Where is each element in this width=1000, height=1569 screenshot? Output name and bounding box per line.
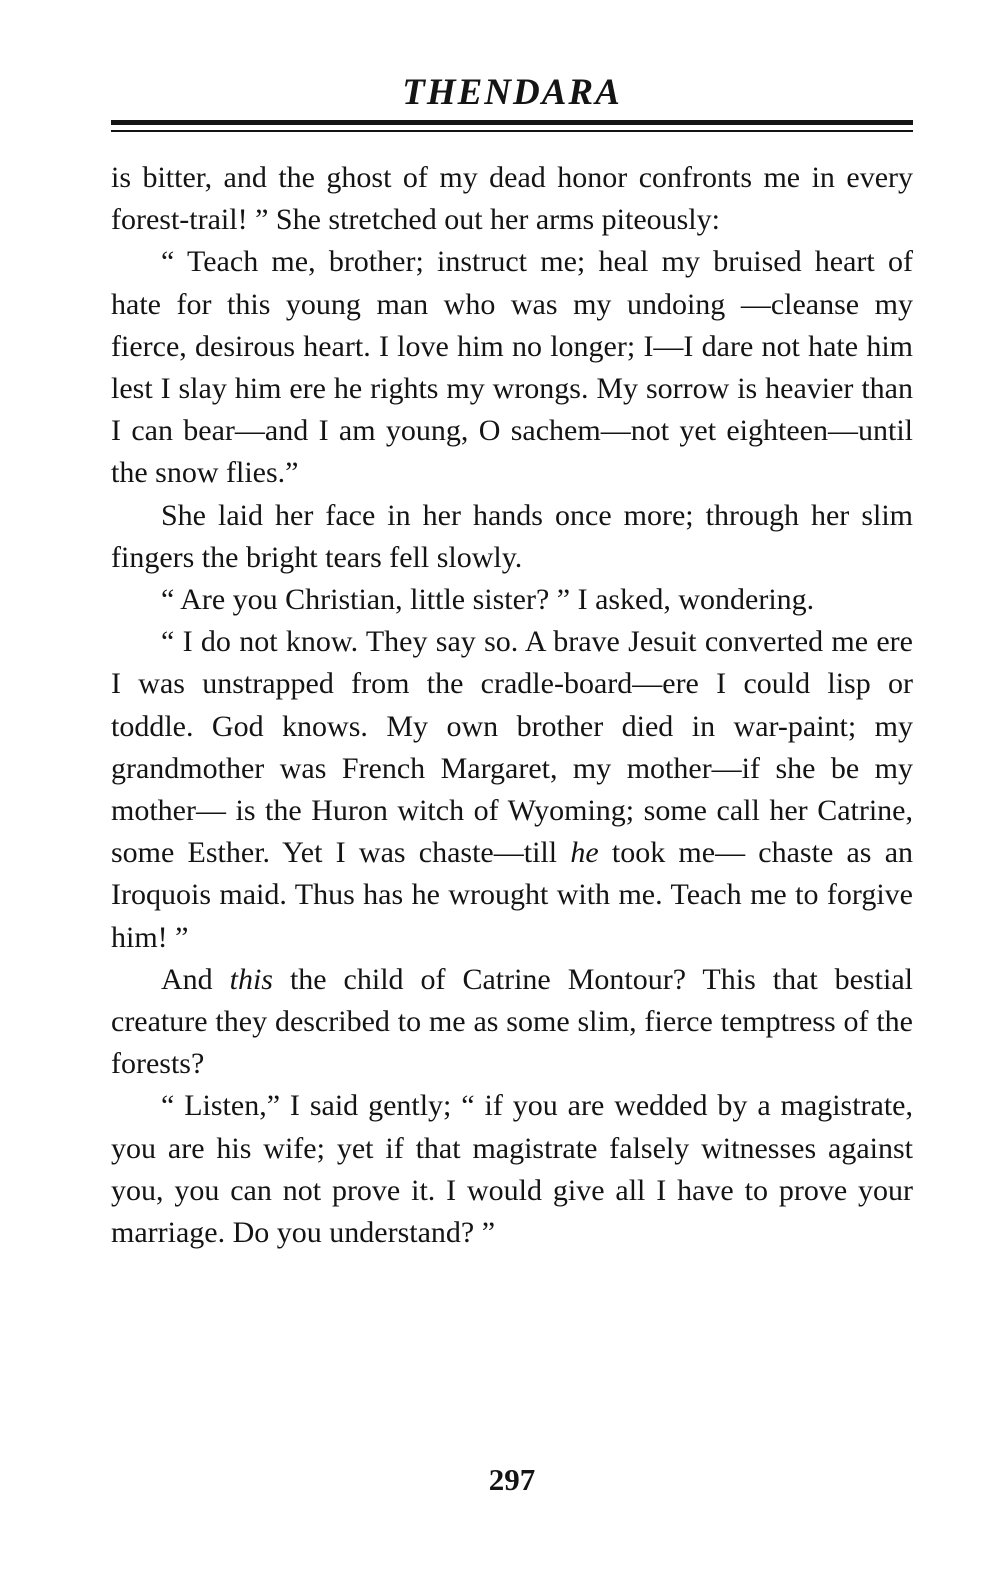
paragraph-7 [111,1085,913,1254]
text-run: “ Listen,” I said gently; “ if you are wedded by a magistrate, you are his wife; yet if that magistrate falsely witnesses against you, you can not prove it. I would give all I have to prove your marriage. Do you understand? ” [111,1089,913,1250]
page-number: 297 [488,1462,536,1497]
text-run: She laid her face in her hands once more; through her slim fingers the bright tears fell slowly. [111,498,913,574]
text-run: took me— chaste as an Iroquois maid. Thus has he wrought with me. Teach me to forgive him! ” [111,836,914,954]
paragraph-1 [111,157,913,241]
running-head: THENDARA [402,72,622,113]
italic-emphasis: he [570,836,599,870]
paragraph-2 [111,241,913,494]
text-run: “ Teach me, brother; instruct me; heal my bruised heart of hate for this young man who was my undoing —cleanse my fierce, desirous heart. I love him no longer; I—I dare not hate him lest I slay him ere he rights my wrongs. My sorrow is heavier than I can bear—and I am young, O sachem—not yet eighteen—until the snow flies.” [111,245,913,490]
text-run: is bitter, and the ghost of my dead honor confronts me in every forest-trail! ” She stretched out her arms piteously: [111,161,913,237]
header-rule-thin [111,130,913,132]
text-run: “ I do not know. They say so. A brave Jesuit converted me ere I was unstrapped from the cradle-board—ere I could lisp or toddle. God knows. My own brother died in war-paint; my grandmother was French Margaret, my mother—if she be my mother— is the Huron witch of Wyoming; some call her Catrine, some Esther. Yet I was chaste—till [111,625,913,870]
italic-emphasis: this [229,962,273,996]
paragraph-4 [111,579,913,621]
body-text [111,157,913,1254]
paragraph-5 [111,621,913,959]
text-run: the child of Catrine Montour? This that bestial creature they described to me as some slim, fierce temptress of the forests? [111,962,913,1081]
paragraph-3 [111,495,913,579]
book-page [111,0,913,1569]
header-rule-thick [111,120,913,125]
text-run: “ Are you Christian, little sister? ” I asked, wondering. [161,583,815,617]
text-run: And [161,962,230,996]
paragraph-6 [111,959,913,1086]
